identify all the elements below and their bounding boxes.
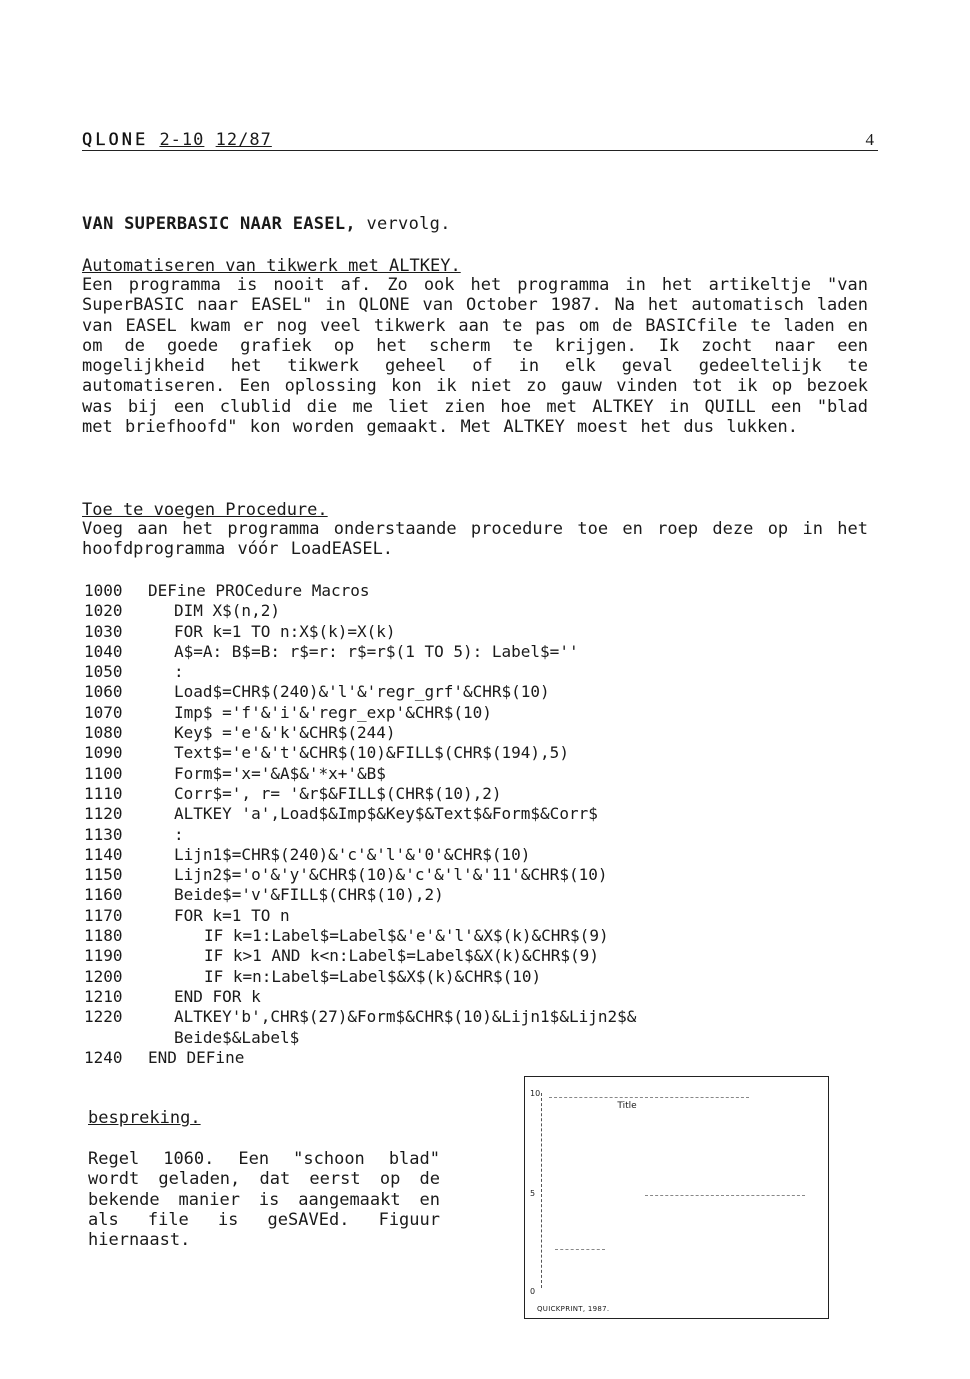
code-line — [84, 642, 636, 662]
line-number: 1040 — [84, 641, 123, 661]
issue-number: 2-10 — [159, 130, 205, 150]
line-number: 1090 — [84, 743, 123, 763]
figure-y-axis — [541, 1093, 542, 1288]
code-text: : — [174, 662, 184, 682]
line-number: 1060 — [84, 682, 123, 702]
page-number: 4 — [865, 130, 874, 149]
article-title — [82, 214, 451, 234]
line-number: 1170 — [84, 905, 123, 925]
line-number: 1120 — [84, 804, 123, 824]
code-line — [84, 804, 636, 824]
line-number: 1070 — [84, 702, 123, 722]
code-text: A$=A: B$=B: r$=r: r$=r$(1 TO 5): Label$='' — [174, 641, 579, 661]
code-text: ALTKEY 'a',Load$&Imp$&Key$&Text$&Form$&Corr$ — [174, 804, 598, 824]
figure-gridline — [549, 1097, 749, 1098]
code-text: FOR k=1 TO n:X$(k)=X(k) — [174, 621, 396, 641]
code-text: Form$='x='&A$&'*x+'&B$ — [174, 763, 386, 783]
code-text: ALTKEY'b',CHR$(27)&Form$&CHR$(10)&Lijn1$&Lijn2$& — [174, 1007, 637, 1027]
bespreking-heading: bespreking. — [88, 1108, 201, 1128]
figure-footer: QUICKPRINT, 1987. — [537, 1305, 610, 1313]
figure-gridline — [645, 1195, 805, 1196]
code-line — [84, 784, 636, 804]
line-number: 1150 — [84, 865, 123, 885]
code-listing — [84, 581, 636, 1068]
issue-date: 12/87 — [215, 130, 272, 150]
code-line — [84, 743, 636, 763]
code-line — [84, 885, 636, 905]
code-line — [84, 581, 636, 601]
code-text: Lijn2$='o'&'y'&CHR$(10)&'c'&'l'&'11'&CHR$(10) — [174, 865, 608, 885]
code-line — [84, 682, 636, 702]
code-line — [84, 825, 636, 845]
code-line — [84, 906, 636, 926]
section-heading-procedure: Toe te voegen Procedure. — [82, 500, 328, 520]
figure-y-label-bottom: 0 — [530, 1287, 536, 1296]
line-number: 1080 — [84, 723, 123, 743]
line-number: 1200 — [84, 966, 123, 986]
figure-y-label-top: 10 — [530, 1089, 541, 1098]
line-number: 1050 — [84, 662, 123, 682]
code-text: DEFine PROCedure Macros — [148, 581, 370, 600]
code-line — [84, 703, 636, 723]
line-number: 1020 — [84, 601, 123, 621]
code-text: END DEFine — [148, 1047, 245, 1067]
article-title-bold: VAN SUPERBASIC NAAR EASEL, — [82, 214, 356, 234]
code-text: Corr$=', r= '&r$&FILL$(CHR$(10),2) — [174, 783, 502, 803]
code-line — [84, 845, 636, 865]
graph-figure — [524, 1076, 829, 1319]
header-left — [82, 130, 272, 150]
code-text: FOR k=1 TO n — [174, 905, 290, 925]
line-number: 1140 — [84, 844, 123, 864]
code-text: Beide$='v'&FILL$(CHR$(10),2) — [174, 885, 444, 905]
line-number: 1110 — [84, 783, 123, 803]
line-number: 1220 — [84, 1007, 123, 1027]
code-text: Key$ ='e'&'k'&CHR$(244) — [174, 723, 396, 743]
code-line — [84, 967, 636, 987]
line-number: 1130 — [84, 824, 123, 844]
code-text: Load$=CHR$(240)&'l'&'regr_grf'&CHR$(10) — [174, 682, 550, 702]
article-title-rest: vervolg. — [366, 214, 451, 234]
line-number: 1210 — [84, 986, 123, 1006]
code-text: Text$='e'&'t'&CHR$(10)&FILL$(CHR$(194),5) — [174, 743, 569, 763]
code-line — [84, 1048, 636, 1068]
line-number: 1190 — [84, 946, 123, 966]
code-text: IF k=1:Label$=Label$&'e'&'l'&X$(k)&CHR$(9) — [204, 926, 609, 946]
code-text: IF k=n:Label$=Label$&X$(k)&CHR$(10) — [204, 966, 542, 986]
code-line — [84, 987, 636, 1007]
line-number: 1000 — [84, 581, 123, 600]
header-rule — [82, 150, 878, 151]
figure-gridline — [555, 1249, 605, 1250]
line-number: 1160 — [84, 885, 123, 905]
code-line — [84, 926, 636, 946]
code-line — [84, 723, 636, 743]
figure-y-label-mid: 5 — [530, 1189, 536, 1198]
line-number: 1180 — [84, 926, 123, 946]
paragraph: Een programma is nooit af. Zo ook het programma in het artikeltje "van SuperBASIC naar EASEL" in QLONE van October 1987. Na het automatisch laden van EASEL kwam er nog veel tikwerk aan te pas om de BASICfile te laden en om de goede grafiek op het scherm te krijgen. Ik zocht naar een mogelijkheid het tikwerk geheel of in elk geval gedeeltelijk te automatiseren. Een oplossing kon ik niet zo gauw vinden tot ik op bezoek was bij een clublid die me liet zien hoe met ALTKEY in QUILL een "blad met briefhoofd" kon worden gemaakt. Met ALTKEY moest het dus lukken. — [82, 275, 868, 438]
bespreking-body: Regel 1060. Een "schoon blad" wordt geladen, dat eerst op de bekende manier is aangemaakt en als file is geSAVEd. Figuur hiernaast. — [88, 1149, 440, 1251]
line-number: 1030 — [84, 621, 123, 641]
code-line — [84, 1028, 636, 1048]
paragraph: Voeg aan het programma onderstaande procedure toe en roep deze op in het hoofdprogramma vóór LoadEASEL. — [82, 519, 868, 560]
code-line — [84, 946, 636, 966]
code-text: Imp$ ='f'&'i'&'regr_exp'&CHR$(10) — [174, 702, 492, 722]
section-body-procedure — [82, 519, 868, 560]
code-text: IF k>1 AND k<n:Label$=Label$&X(k)&CHR$(9) — [204, 946, 599, 966]
line-number: 1240 — [84, 1047, 123, 1067]
code-line — [84, 1007, 636, 1027]
code-line — [84, 865, 636, 885]
page-header — [82, 130, 878, 156]
section-body-altkey — [82, 275, 868, 437]
code-line — [84, 601, 636, 621]
code-line — [84, 622, 636, 642]
code-text: END FOR k — [174, 986, 261, 1006]
code-text: Beide$&Label$ — [174, 1027, 300, 1047]
code-text: Lijn1$=CHR$(240)&'c'&'l'&'0'&CHR$(10) — [174, 844, 531, 864]
section-heading-altkey: Automatiseren van tikwerk met ALTKEY. — [82, 256, 461, 276]
magazine-brand: QLONE — [82, 130, 149, 150]
line-number: 1100 — [84, 763, 123, 783]
code-text: DIM X$(n,2) — [174, 601, 280, 621]
code-line — [84, 662, 636, 682]
code-line — [84, 764, 636, 784]
code-text: : — [174, 824, 184, 844]
figure-title: Title — [617, 1101, 637, 1111]
